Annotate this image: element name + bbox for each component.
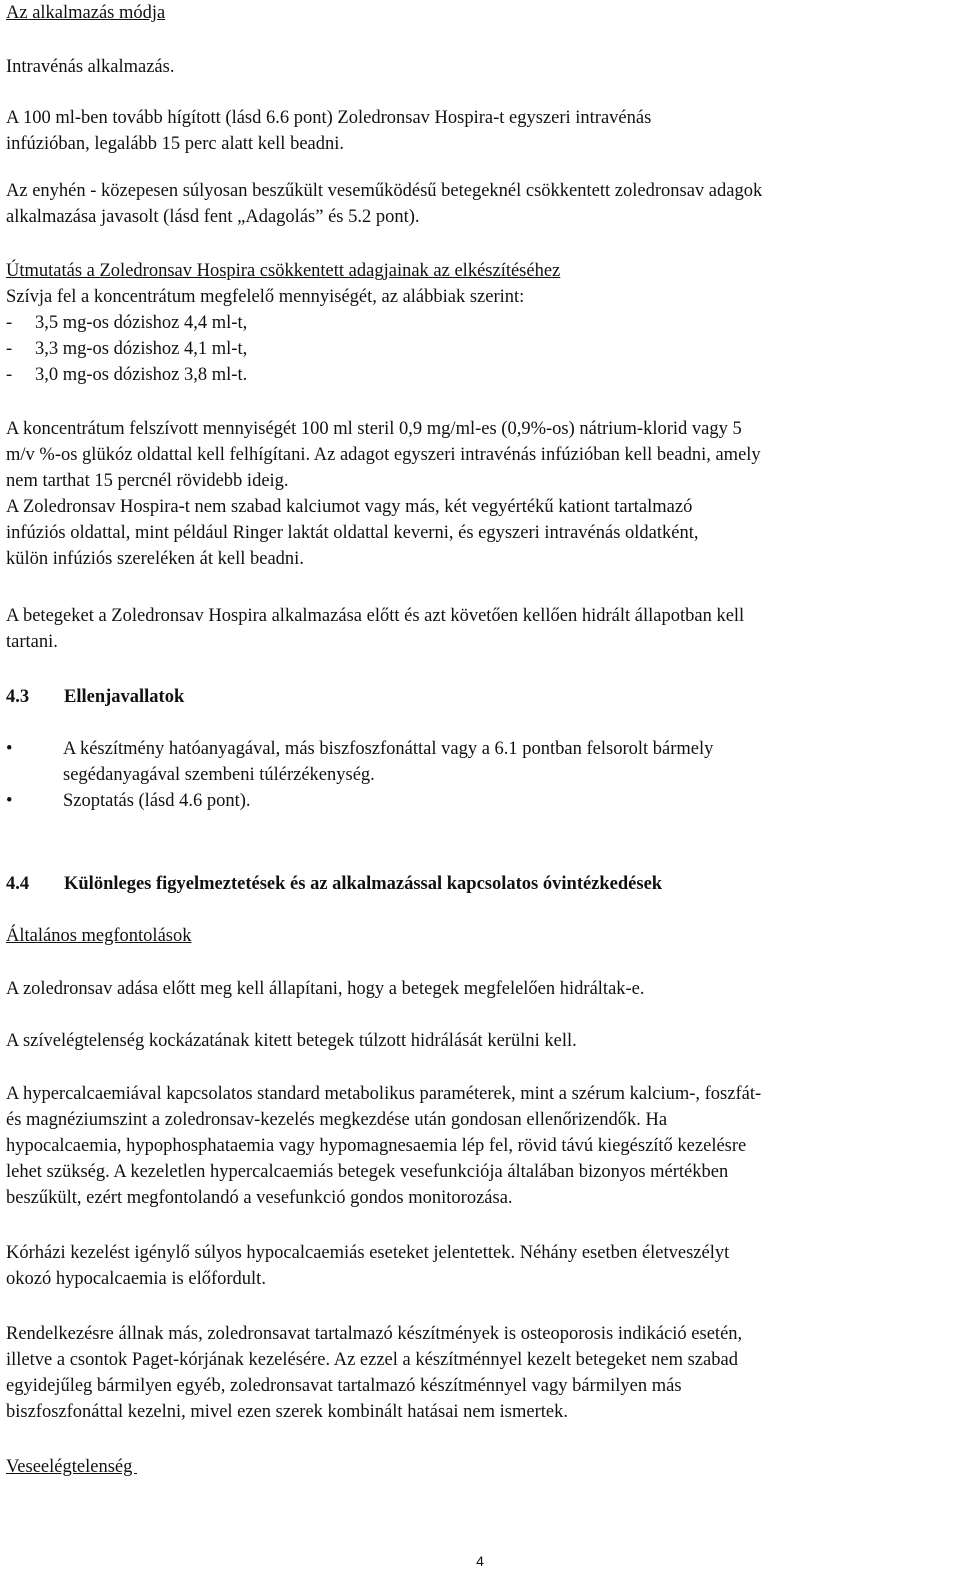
list-item-line: segédanyagával szembeni túlérzékenység. xyxy=(63,765,375,785)
paragraph-mixing xyxy=(6,494,951,572)
list-item-text: 3,0 mg-os dózishoz 3,8 ml-t. xyxy=(35,365,248,385)
list-item-text: 3,5 mg-os dózishoz 4,4 ml-t, xyxy=(35,313,248,333)
list-item-line: Szoptatás (lásd 4.6 pont). xyxy=(63,791,251,811)
text-line: és magnéziumszint a zoledronsav-kezelés megkezdése után gondosan ellenőrizendők. Ha xyxy=(6,1110,668,1130)
list-item xyxy=(6,736,951,788)
list-item-line: A készítmény hatóanyagával, más biszfoszfonáttal vagy a 6.1 pontban felsorolt bármely xyxy=(63,739,714,759)
text-line: biszfoszfonáttal kezelni, mivel ezen szerek kombinált hatásai nem ismertek. xyxy=(6,1402,568,1422)
paragraph-general-3 xyxy=(6,1081,951,1211)
paragraph-renal-dosing xyxy=(6,178,951,230)
paragraph-prep-intro: Szívja fel a koncentrátum megfelelő mennyiségét, az alábbiak szerint: xyxy=(6,287,525,307)
text-line: m/v %-os glükóz oldattal kell felhígítani. Az adagot egyszeri intravénás infúzióban kell beadni, amely xyxy=(6,445,761,465)
paragraph-general-4 xyxy=(6,1240,951,1292)
section-title-preparation: Útmutatás a Zoledronsav Hospira csökkentett adagjainak az elkészítéséhez xyxy=(6,261,561,281)
paragraph-dilution xyxy=(6,416,951,494)
section-number: 4.3 xyxy=(6,687,30,707)
text-line: tartani. xyxy=(6,632,58,652)
paragraph-general-5 xyxy=(6,1321,951,1425)
paragraph-hydration xyxy=(6,603,951,655)
section-title-administration: Az alkalmazás módja xyxy=(6,3,166,23)
text-line: alkalmazása javasolt (lásd fent „Adagolás” és 5.2 pont). xyxy=(6,207,420,227)
paragraph-general-2: A szívelégtelenség kockázatának kitett betegek túlzott hidrálását kerülni kell. xyxy=(6,1031,577,1051)
paragraph-infusion xyxy=(6,105,951,157)
paragraph-general-1: A zoledronsav adása előtt meg kell állapítani, hogy a betegek megfelelően hidráltak-e. xyxy=(6,979,645,999)
list-item xyxy=(6,336,951,362)
dash-marker: - xyxy=(6,313,13,333)
list-item xyxy=(6,788,951,814)
bullet-marker: • xyxy=(6,739,13,759)
section-heading-4-3 xyxy=(6,684,951,710)
paragraph-intravenous: Intravénás alkalmazás. xyxy=(6,57,175,77)
text-line: hypocalcaemia, hypophosphataemia vagy hypomagnesaemia lép fel, rövid távú kiegészítő kezelésre xyxy=(6,1136,747,1156)
text-line: egyidejűleg bármilyen egyéb, zoledronsavat tartalmazó készítménnyel vagy bármilyen más xyxy=(6,1376,682,1396)
text-line: külön infúziós szereléken át kell beadni. xyxy=(6,549,304,569)
page-number: 4 xyxy=(476,1553,484,1569)
text-line: A hypercalcaemiával kapcsolatos standard metabolikus paraméterek, mint a szérum kalcium-, foszfát- xyxy=(6,1084,762,1104)
list-item xyxy=(6,362,951,388)
section-heading-4-4 xyxy=(6,871,951,897)
dash-marker: - xyxy=(6,365,13,385)
text-line: A koncentrátum felszívott mennyiségét 100 ml steril 0,9 mg/ml-es (0,9%-os) nátrium-klorid vagy 5 xyxy=(6,419,742,439)
text-line: A betegeket a Zoledronsav Hospira alkalmazása előtt és azt követően kellően hidrált állapotban kell xyxy=(6,606,745,626)
text-line: Rendelkezésre állnak más, zoledronsavat tartalmazó készítmények is osteoporosis indikáció esetén, xyxy=(6,1324,743,1344)
subsection-title-general: Általános megfontolások xyxy=(6,926,192,946)
contraindication-list xyxy=(6,736,951,814)
text-line: lehet szükség. A kezeletlen hypercalcaemiás betegek vesefunkciója általában bizonyos mértékben xyxy=(6,1162,729,1182)
list-item xyxy=(6,310,951,336)
text-line: okozó hypocalcaemia is előfordult. xyxy=(6,1269,266,1289)
text-line: illetve a csontok Paget-kórjának kezelésére. Az ezzel a készítménnyel kezelt betegeket nem szabad xyxy=(6,1350,738,1370)
text-line: Az enyhén - közepesen súlyosan beszűkült veseműködésű betegeknél csökkentett zoledronsav adagok xyxy=(6,181,763,201)
text-line: A Zoledronsav Hospira-t nem szabad kalciumot vagy más, két vegyértékű kationt tartalmazó xyxy=(6,497,693,517)
dash-marker: - xyxy=(6,339,13,359)
text-line: A 100 ml-ben tovább hígított (lásd 6.6 pont) Zoledronsav Hospira-t egyszeri intravénás xyxy=(6,108,652,128)
section-heading-text: Különleges figyelmeztetések és az alkalmazással kapcsolatos óvintézkedések xyxy=(64,874,663,894)
list-item-text: 3,3 mg-os dózishoz 4,1 ml-t, xyxy=(35,339,248,359)
bullet-marker: • xyxy=(6,791,13,811)
dose-list xyxy=(6,310,951,388)
subsection-title-renal: Veseelégtelenség xyxy=(6,1457,137,1477)
text-line: beszűkült, ezért megfontolandó a vesefunkció gondos monitorozása. xyxy=(6,1188,513,1208)
section-number: 4.4 xyxy=(6,874,30,894)
text-line: Kórházi kezelést igénylő súlyos hypocalcaemiás eseteket jelentettek. Néhány esetben életveszélyt xyxy=(6,1243,730,1263)
text-line: nem tarthat 15 percnél rövidebb ideig. xyxy=(6,471,289,491)
section-heading-text: Ellenjavallatok xyxy=(64,687,185,707)
text-line: infúzióban, legalább 15 perc alatt kell beadni. xyxy=(6,134,345,154)
text-line: infúziós oldattal, mint például Ringer laktát oldattal keverni, és egyszeri intravénás oldatként, xyxy=(6,523,699,543)
